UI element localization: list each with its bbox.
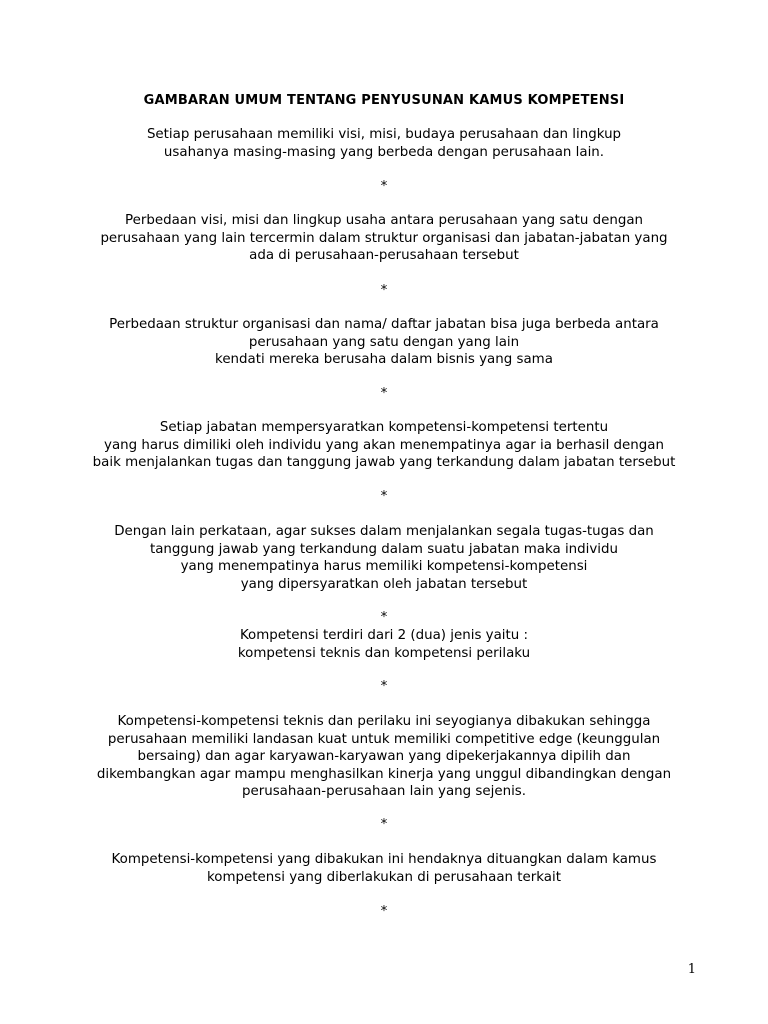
paragraph-line: Kompetensi-kompetensi teknis dan perilaku ini seyogianya dibakukan sehingga [117, 714, 651, 729]
separator-asterisk: * [380, 679, 388, 694]
paragraph-line: kendati mereka berusaha dalam bisnis yang sama [215, 352, 553, 367]
paragraph-line: kompetensi teknis dan kompetensi perilaku [237, 645, 531, 661]
separator-asterisk: * [380, 817, 388, 832]
separator-asterisk: * [380, 489, 388, 504]
paragraph-line: kompetensi yang diberlakukan di perusahaan terkait [207, 869, 561, 885]
document-title: GAMBARAN UMUM TENTANG PENYUSUNAN KAMUS KOMPETENSI [143, 93, 625, 108]
paragraph-3 [40, 316, 728, 369]
separator-asterisk: * [380, 610, 388, 625]
separator-asterisk: * [380, 386, 388, 401]
paragraph-line: perusahaan-perusahaan lain yang sejenis. [241, 784, 527, 799]
paragraph-1 [40, 126, 728, 161]
paragraph-line: Perbedaan struktur organisasi dan nama/ daftar jabatan bisa juga berbeda antara [109, 317, 659, 332]
paragraph-8 [40, 851, 728, 886]
page-number: 1 [687, 962, 696, 977]
separator-asterisk: * [380, 283, 388, 298]
paragraph-line: dikembangkan agar mampu menghasilkan kinerja yang unggul dibandingkan dengan [96, 766, 672, 782]
paragraph-line: Kompetensi terdiri dari 2 (dua) jenis yaitu : [239, 628, 529, 643]
paragraph-5 [40, 523, 728, 593]
paragraph-line: Setiap jabatan mempersyaratkan kompetensi-kompetensi tertentu [159, 420, 609, 435]
paragraph-line: perusahaan memiliki landasan kuat untuk memiliki competitive edge (keunggulan [107, 731, 661, 747]
paragraph-line: perusahaan yang satu dengan yang lain [248, 334, 520, 350]
paragraph-4 [40, 419, 728, 472]
paragraph-line: ada di perusahaan-perusahaan tersebut [249, 248, 519, 263]
separator-asterisk: * [380, 179, 388, 194]
separator-asterisk: * [380, 904, 388, 919]
paragraph-line: Setiap perusahaan memiliki visi, misi, budaya perusahaan dan lingkup [146, 127, 622, 142]
paragraph-6 [40, 627, 728, 662]
paragraph-line: baik menjalankan tugas dan tanggung jawab yang terkandung dalam jabatan tersebut [92, 455, 676, 470]
paragraph-line: Perbedaan visi, misi dan lingkup usaha antara perusahaan yang satu dengan [124, 213, 644, 228]
paragraph-line: usahanya masing-masing yang berbeda dengan perusahaan lain. [163, 144, 605, 160]
paragraph-line: yang menempatinya harus memiliki kompetensi-kompetensi [180, 559, 588, 574]
paragraph-line: Dengan lain perkataan, agar sukses dalam menjalankan segala tugas-tugas dan [114, 524, 654, 539]
paragraph-line: Kompetensi-kompetensi yang dibakukan ini hendaknya dituangkan dalam kamus [111, 852, 657, 867]
paragraph-line: bersaing) dan agar karyawan-karyawan yang dipekerjakannya dipilih dan [137, 749, 631, 764]
paragraph-line: perusahaan yang lain tercermin dalam struktur organisasi dan jabatan-jabatan yang [100, 230, 668, 246]
paragraph-line: yang harus dimiliki oleh individu yang akan menempatinya agar ia berhasil dengan [104, 437, 664, 453]
paragraph-2 [40, 212, 728, 265]
paragraph-line: tanggung jawab yang terkandung dalam suatu jabatan maka individu [149, 541, 619, 557]
paragraph-line: yang dipersyaratkan oleh jabatan tersebut [240, 576, 528, 592]
paragraph-7 [40, 713, 728, 801]
